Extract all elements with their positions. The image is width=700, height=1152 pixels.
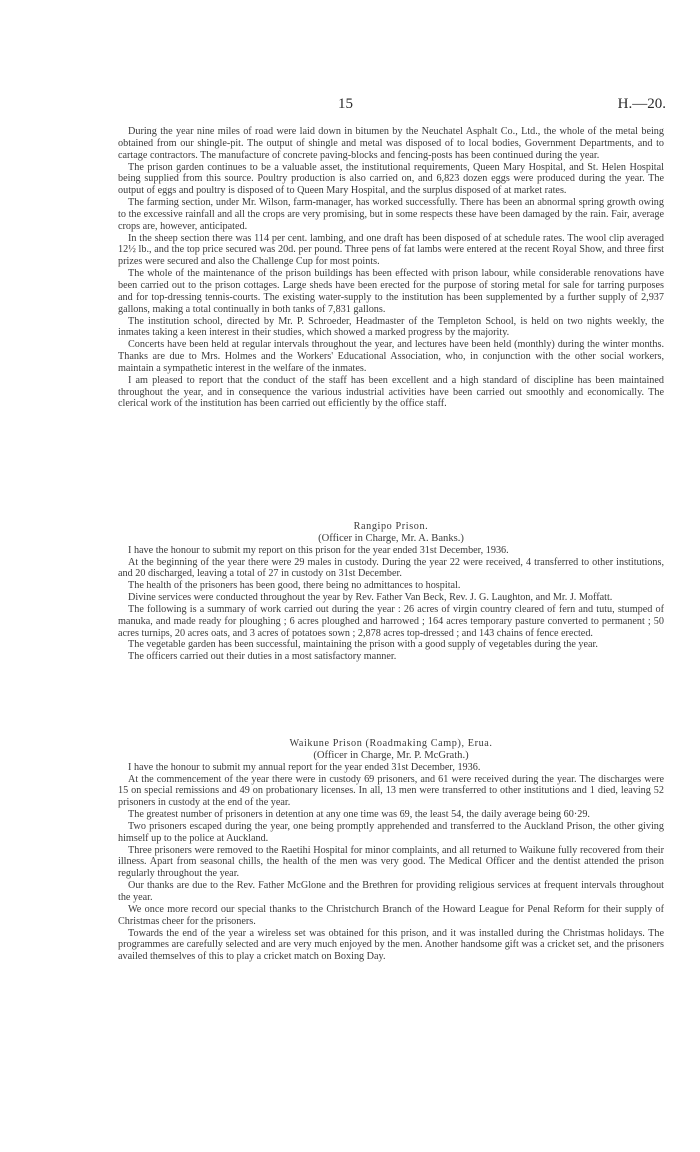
paragraph: Concerts have been held at regular intervals throughout the year, and lectures have been held (monthly) during the winter months. Thanks are due to Mrs. Holmes and the Workers' Educational Association, who, in conjunction with the other social workers, maintain a sympathetic interest in the welfare of the inmates. <box>118 339 664 374</box>
paragraph: I have the honour to submit my annual report for the year ended 31st December, 1936. <box>128 761 481 773</box>
intro-section <box>118 126 664 410</box>
paragraph: The health of the prisoners has been good, there being no admittances to hospital. <box>128 580 461 592</box>
paragraph: At the beginning of the year there were 29 males in custody. During the year 22 were received, 4 transferred to other institutions, and 20 discharged, leaving a total of 27 in custody on 31st December. <box>118 556 664 580</box>
document-reference: H.—20. <box>617 96 666 112</box>
officer-in-charge: (Officer in Charge, Mr. P. McGrath.) <box>313 749 469 761</box>
section-heading: Rangipo Prison. <box>353 521 429 532</box>
paragraph: We once more record our special thanks to the Christchurch Branch of the Howard League for Penal Reform for their supply of Christmas cheer for the prisoners. <box>118 903 664 927</box>
page-number: 15 <box>338 96 353 112</box>
waikune-section <box>118 738 664 963</box>
paragraph: The whole of the maintenance of the prison buildings has been effected with prison labour, while considerable renovations have been carried out to the prison cottages. Large sheds have been erected for the purpose of storing metal for sale for tarring purposes and for top-dressing tennis-courts. The existing water-supply to the institution has been supplemented by a further supply of 2,937 gallons, making a total continually in both tanks of 7,831 gallons. <box>118 268 664 315</box>
paragraph: Two prisoners escaped during the year, one being promptly apprehended and transferred to the Auckland Prison, the other giving himself up to the police at Auckland. <box>118 820 664 844</box>
paragraph: The greatest number of prisoners in detention at any one time was 69, the least 54, the daily average being 60·29. <box>128 809 590 821</box>
paragraph: The following is a summary of work carried out during the year : 26 acres of virgin country cleared of fern and tutu, stumped of manuka, and made ready for ploughing ; 6 acres ploughed and harrowed ; 164 acres temporary pasture converted to permanent ; 50 acres turnips, 20 acres oats, and 3 acres of potatoes sown ; 2,878 acres top-dressed ; and 143 chains of fence erected. <box>118 603 664 639</box>
paragraph: Three prisoners were removed to the Raetihi Hospital for minor complaints, and all returned to Waikune fully recovered from their illness. Apart from seasonal chills, the health of the men was very good. The Medical Officer and the dentist attended the prison regularly throughout the year. <box>118 844 664 880</box>
paragraph: I have the honour to submit my report on this prison for the year ended 31st December, 1936. <box>128 544 509 556</box>
rangipo-section <box>118 521 664 663</box>
paragraph: Divine services were conducted throughout the year by Rev. Father Van Beck, Rev. J. G. Laughton, and Mr. J. Moffatt. <box>128 592 613 604</box>
paragraph: The prison garden continues to be a valuable asset, the institutional requirements, Queen Mary Hospital, and St. Helen Hospital being supplied from this source. Poultry production is also carried on, and 6,823 dozen eggs were produced during the year. The output of eggs and poultry is disposed of to Queen Mary Hospital, and the surplus disposed of at market rates. <box>118 161 664 197</box>
paragraph: The institution school, directed by Mr. P. Schroeder, Headmaster of the Templeton School, is held on two nights weekly, the inmates taking a keen interest in their studies, which showed a marked progress by the majority. <box>118 315 664 339</box>
officer-in-charge: (Officer in Charge, Mr. A. Banks.) <box>318 532 464 544</box>
paragraph: Towards the end of the year a wireless set was obtained for this prison, and it was installed during the Christmas holidays. The programmes are carefully selected and are very much enjoyed by the men. Another handsome gift was a cricket set, and the prisoners availed themselves of this to play a cricket match on Boxing Day. <box>118 927 664 963</box>
paragraph: In the sheep section there was 114 per cent. lambing, and one draft has been disposed of at schedule rates. The wool clip averaged 12½ lb., and the top price secured was 20d. per pound. Three pens of fat lambs were entered at the recent Royal Show, and three first prizes were secured and also the Challenge Cup for most points. <box>118 232 664 268</box>
paragraph: The farming section, under Mr. Wilson, farm-manager, has worked successfully. There has been an abnormal spring growth owing to the excessive rainfall and all the crops are very promising, but in some respects these have been damaged by the rain. Fair, average crops are, however, anticipated. <box>118 197 664 232</box>
paragraph: I am pleased to report that the conduct of the staff has been excellent and a high standard of discipline has been maintained throughout the year, and in consequence the various industrial activities have been carried out smoothly and economically. The clerical work of the institution has been carried out efficiently by the office staff. <box>118 374 664 410</box>
paragraph: The officers carried out their duties in a most satisfactory manner. <box>128 651 397 663</box>
paragraph: During the year nine miles of road were laid down in bitumen by the Neuchatel Asphalt Co., Ltd., the whole of the metal being obtained from our shingle-pit. The output of shingle and metal was disposed of to local bodies, Government Departments, and to cartage contractors. The manufacture of concrete paving-blocks and fencing-posts has been continued during the year. <box>118 126 664 161</box>
paragraph: At the commencement of the year there were in custody 69 prisoners, and 61 were received during the year. The discharges were 15 on special remissions and 49 on probationary licenses. In all, 13 men were transferred to other institutions and 1 died, leaving 52 prisoners in custody at the end of the year. <box>118 773 664 809</box>
paragraph: The vegetable garden has been successful, maintaining the prison with a good supply of vegetables during the year. <box>128 639 598 651</box>
section-heading: Waikune Prison (Roadmaking Camp), Erua. <box>289 738 493 749</box>
paragraph: Our thanks are due to the Rev. Father McGlone and the Brethren for providing religious services at frequent intervals throughout the year. <box>118 880 664 903</box>
